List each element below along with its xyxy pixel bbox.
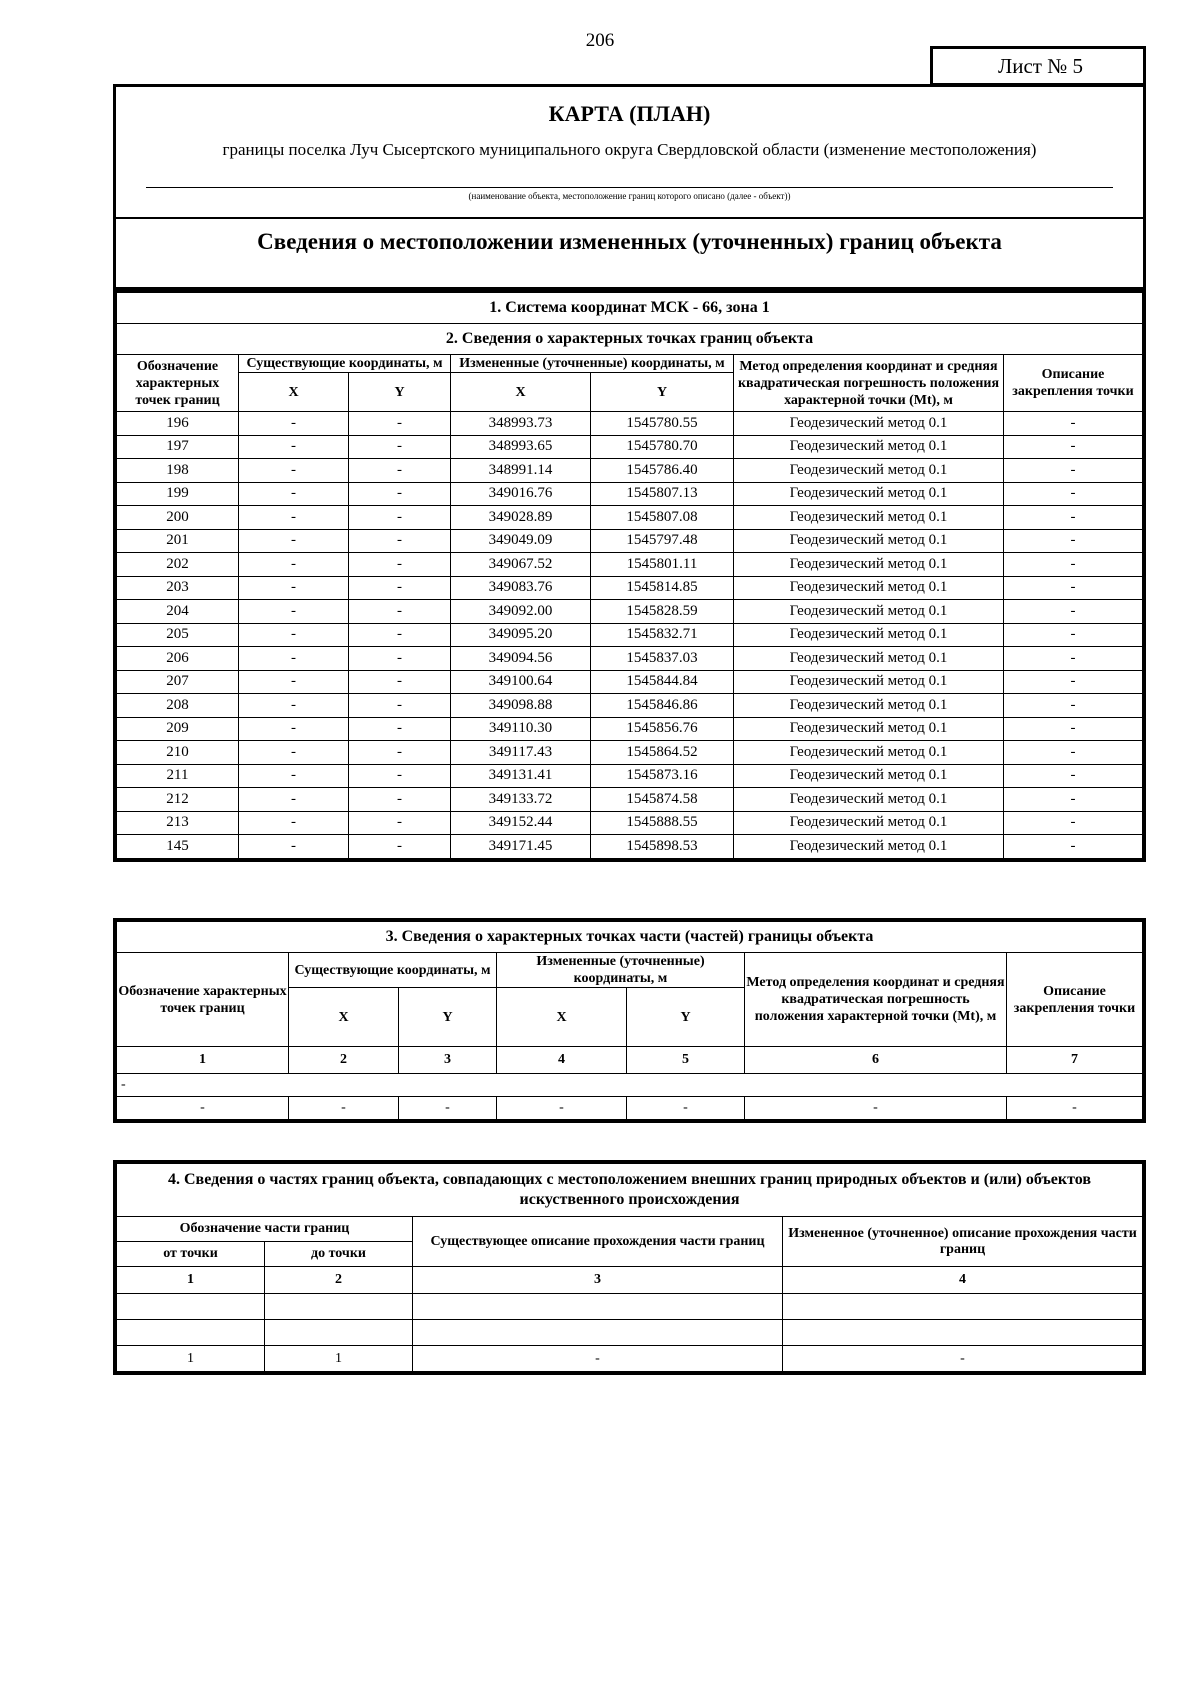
header-changed-x: X: [451, 373, 591, 412]
point-id: 211: [117, 764, 239, 788]
column-number: 2: [265, 1267, 413, 1294]
method: Геодезический метод 0.1: [734, 694, 1004, 718]
changed-y: 1545888.55: [591, 811, 734, 835]
changed-x: 349152.44: [451, 811, 591, 835]
header-changed-x: X: [497, 988, 627, 1047]
object-description: границы поселка Луч Сысертского муниципального округа Свердловской области (изменение местоположения): [222, 140, 1037, 159]
description: -: [1004, 788, 1143, 812]
description: -: [1004, 835, 1143, 859]
header-existing-y: Y: [399, 988, 497, 1047]
header-existing-y: Y: [349, 373, 451, 412]
column-number: 4: [783, 1267, 1143, 1294]
method: Геодезический метод 0.1: [734, 623, 1004, 647]
table-row: [117, 600, 1143, 624]
column-number: 1: [117, 1047, 289, 1074]
table-row: [117, 835, 1143, 859]
point-id: 203: [117, 576, 239, 600]
header-to-point: до точки: [265, 1242, 413, 1267]
column-number: 2: [289, 1047, 399, 1074]
note-row: -: [117, 1074, 1143, 1097]
changed-x: 349016.76: [451, 482, 591, 506]
point-id: 204: [117, 600, 239, 624]
changed-x: -: [497, 1097, 627, 1120]
method: Геодезический метод 0.1: [734, 506, 1004, 530]
existing-y: -: [349, 788, 451, 812]
existing-y: -: [349, 576, 451, 600]
point-id: 200: [117, 506, 239, 530]
divider: [116, 217, 1143, 219]
table-row: [117, 576, 1143, 600]
point-id: 196: [117, 412, 239, 436]
title-block: [113, 84, 1146, 290]
header-existing: Существующие координаты, м: [289, 953, 497, 988]
description: -: [1004, 764, 1143, 788]
column-number: 1: [117, 1267, 265, 1294]
empty-row: [117, 1294, 1143, 1320]
description: -: [1004, 623, 1143, 647]
point-id: -: [117, 1097, 289, 1120]
table-row: [117, 811, 1143, 835]
existing-x: -: [239, 647, 349, 671]
point-id: 209: [117, 717, 239, 741]
table-row: [117, 506, 1143, 530]
changed-y: 1545780.70: [591, 435, 734, 459]
changed-y: 1545786.40: [591, 459, 734, 483]
existing-y: -: [349, 811, 451, 835]
table-row: [117, 717, 1143, 741]
changed-x: 349067.52: [451, 553, 591, 577]
point-id: 205: [117, 623, 239, 647]
header-changed: Измененные (уточненные) координаты, м: [451, 355, 734, 373]
changed-y: 1545846.86: [591, 694, 734, 718]
table-row: [117, 670, 1143, 694]
method: Геодезический метод 0.1: [734, 435, 1004, 459]
header-changed-description: Измененное (уточненное) описание прохождения части границ: [783, 1217, 1143, 1267]
section-title: Сведения о местоположении измененных (уточненных) границ объекта: [257, 229, 1002, 254]
empty-row: [117, 1320, 1143, 1346]
to-point: 1: [265, 1346, 413, 1372]
existing-x: -: [239, 412, 349, 436]
method: Геодезический метод 0.1: [734, 529, 1004, 553]
point-id: 145: [117, 835, 239, 859]
header-point: Обозначение характерных точек границ: [117, 953, 289, 1047]
changed-y: 1545864.52: [591, 741, 734, 765]
existing-x: -: [239, 717, 349, 741]
description: -: [1004, 482, 1143, 506]
description: -: [1004, 694, 1143, 718]
table-row: [117, 741, 1143, 765]
changed-x: 349117.43: [451, 741, 591, 765]
point-id: 210: [117, 741, 239, 765]
existing-y: -: [349, 835, 451, 859]
description: -: [1004, 811, 1143, 835]
changed-y: 1545832.71: [591, 623, 734, 647]
existing-y: -: [349, 529, 451, 553]
header-changed-y: Y: [591, 373, 734, 412]
existing-x: -: [239, 811, 349, 835]
changed-x: 349095.20: [451, 623, 591, 647]
header-existing: Существующие координаты, м: [239, 355, 451, 373]
changed-description: -: [783, 1346, 1143, 1372]
point-id: 201: [117, 529, 239, 553]
boundary-parts-table: [113, 1160, 1146, 1375]
table-row: [117, 1097, 1143, 1120]
coordinate-system-caption: 1. Система координат МСК - 66, зона 1: [117, 293, 1143, 324]
existing-y: -: [349, 600, 451, 624]
description: -: [1004, 459, 1143, 483]
description: -: [1004, 412, 1143, 436]
table-row: [117, 764, 1143, 788]
method: Геодезический метод 0.1: [734, 576, 1004, 600]
changed-y: 1545856.76: [591, 717, 734, 741]
method: Геодезический метод 0.1: [734, 764, 1004, 788]
existing-x: -: [239, 553, 349, 577]
existing-y: -: [349, 647, 451, 671]
coordinates-rows: [117, 412, 1143, 859]
existing-x: -: [239, 482, 349, 506]
table-row: [117, 553, 1143, 577]
existing-y: -: [349, 764, 451, 788]
header-existing-x: X: [239, 373, 349, 412]
column-number: 7: [1007, 1047, 1143, 1074]
description: -: [1004, 647, 1143, 671]
method: Геодезический метод 0.1: [734, 412, 1004, 436]
existing-y: -: [349, 412, 451, 436]
header-method: Метод определения координат и средняя квадратическая погрешность положения характерной точки (Mt), м: [745, 953, 1007, 1047]
underline: [146, 187, 1113, 188]
parts-table: [113, 918, 1146, 1123]
table-row: [117, 1346, 1143, 1372]
existing-y: -: [399, 1097, 497, 1120]
changed-y: 1545780.55: [591, 412, 734, 436]
header-method: Метод определения координат и средняя квадратическая погрешность положения характерной точки (Mt), м: [734, 355, 1004, 412]
existing-y: -: [349, 482, 451, 506]
coordinates-table: [113, 290, 1146, 862]
point-id: 202: [117, 553, 239, 577]
table-row: [117, 412, 1143, 436]
header-existing-description: Существующее описание прохождения части границ: [413, 1217, 783, 1267]
description: -: [1004, 670, 1143, 694]
existing-x: -: [239, 459, 349, 483]
changed-y: 1545807.08: [591, 506, 734, 530]
method: Геодезический метод 0.1: [734, 811, 1004, 835]
column-numbers: [117, 1267, 1143, 1294]
boundary-caption: 4. Сведения о частях границ объекта, совпадающих с местоположением внешних границ природных объектов и (или) объектов искуственного происхождения: [117, 1164, 1143, 1217]
existing-x: -: [239, 435, 349, 459]
changed-y: 1545873.16: [591, 764, 734, 788]
existing-x: -: [239, 623, 349, 647]
existing-x: -: [239, 788, 349, 812]
existing-x: -: [289, 1097, 399, 1120]
existing-y: -: [349, 553, 451, 577]
point-id: 206: [117, 647, 239, 671]
existing-y: -: [349, 506, 451, 530]
table-row: [117, 647, 1143, 671]
changed-y: -: [627, 1097, 745, 1120]
method: -: [745, 1097, 1007, 1120]
point-id: 207: [117, 670, 239, 694]
changed-y: 1545844.84: [591, 670, 734, 694]
existing-y: -: [349, 459, 451, 483]
changed-x: 349083.76: [451, 576, 591, 600]
description: -: [1004, 435, 1143, 459]
changed-x: 349049.09: [451, 529, 591, 553]
existing-y: -: [349, 717, 451, 741]
method: Геодезический метод 0.1: [734, 482, 1004, 506]
method: Геодезический метод 0.1: [734, 835, 1004, 859]
description: -: [1004, 576, 1143, 600]
header-changed: Измененные (уточненные) координаты, м: [497, 953, 745, 988]
table-row: [117, 529, 1143, 553]
method: Геодезический метод 0.1: [734, 788, 1004, 812]
header-description: Описание закрепления точки: [1004, 355, 1143, 412]
changed-y: 1545874.58: [591, 788, 734, 812]
column-number: 3: [413, 1267, 783, 1294]
table-row: [117, 435, 1143, 459]
description: -: [1004, 600, 1143, 624]
table-row: [117, 788, 1143, 812]
changed-x: 349171.45: [451, 835, 591, 859]
changed-x: 349110.30: [451, 717, 591, 741]
method: Геодезический метод 0.1: [734, 600, 1004, 624]
point-id: 213: [117, 811, 239, 835]
header-from-point: от точки: [117, 1242, 265, 1267]
existing-y: -: [349, 435, 451, 459]
column-number: 6: [745, 1047, 1007, 1074]
changed-x: 349028.89: [451, 506, 591, 530]
table-row: [117, 482, 1143, 506]
from-point: 1: [117, 1346, 265, 1372]
existing-x: -: [239, 670, 349, 694]
table-row: [117, 623, 1143, 647]
changed-y: 1545797.48: [591, 529, 734, 553]
column-number: 4: [497, 1047, 627, 1074]
method: Геодезический метод 0.1: [734, 459, 1004, 483]
changed-y: 1545807.13: [591, 482, 734, 506]
table-row: [117, 459, 1143, 483]
changed-x: 349133.72: [451, 788, 591, 812]
changed-x: 349098.88: [451, 694, 591, 718]
point-id: 199: [117, 482, 239, 506]
existing-x: -: [239, 764, 349, 788]
description: -: [1004, 741, 1143, 765]
column-numbers: [117, 1047, 1143, 1074]
changed-y: 1545898.53: [591, 835, 734, 859]
existing-x: -: [239, 694, 349, 718]
object-note: (наименование объекта, местоположение границ которого описано (далее - объект)): [468, 191, 791, 201]
existing-y: -: [349, 623, 451, 647]
changed-x: 349094.56: [451, 647, 591, 671]
method: Геодезический метод 0.1: [734, 647, 1004, 671]
header-existing-x: X: [289, 988, 399, 1047]
page-number: 206: [585, 30, 615, 51]
points-caption: 2. Сведения о характерных точках границ объекта: [117, 324, 1143, 355]
existing-x: -: [239, 741, 349, 765]
existing-description: -: [413, 1346, 783, 1372]
description: -: [1004, 529, 1143, 553]
parts-caption: 3. Сведения о характерных точках части (частей) границы объекта: [117, 922, 1143, 953]
header-changed-y: Y: [627, 988, 745, 1047]
changed-x: 348993.73: [451, 412, 591, 436]
existing-y: -: [349, 694, 451, 718]
point-id: 208: [117, 694, 239, 718]
document-title: КАРТА (ПЛАН): [548, 101, 711, 126]
changed-y: 1545801.11: [591, 553, 734, 577]
column-number: 5: [627, 1047, 745, 1074]
changed-x: 349100.64: [451, 670, 591, 694]
method: Геодезический метод 0.1: [734, 741, 1004, 765]
description: -: [1004, 717, 1143, 741]
point-id: 197: [117, 435, 239, 459]
changed-y: 1545837.03: [591, 647, 734, 671]
existing-y: -: [349, 670, 451, 694]
existing-y: -: [349, 741, 451, 765]
table-row: [117, 694, 1143, 718]
column-number: 3: [399, 1047, 497, 1074]
header-point: Обозначение характерных точек границ: [117, 355, 239, 412]
method: Геодезический метод 0.1: [734, 670, 1004, 694]
existing-x: -: [239, 576, 349, 600]
description: -: [1004, 506, 1143, 530]
existing-x: -: [239, 529, 349, 553]
changed-y: 1545814.85: [591, 576, 734, 600]
existing-x: -: [239, 506, 349, 530]
method: Геодезический метод 0.1: [734, 717, 1004, 741]
method: Геодезический метод 0.1: [734, 553, 1004, 577]
changed-x: 349131.41: [451, 764, 591, 788]
existing-x: -: [239, 600, 349, 624]
changed-x: 348993.65: [451, 435, 591, 459]
header-description: Описание закрепления точки: [1007, 953, 1143, 1047]
description: -: [1007, 1097, 1143, 1120]
existing-x: -: [239, 835, 349, 859]
changed-x: 348991.14: [451, 459, 591, 483]
changed-y: 1545828.59: [591, 600, 734, 624]
point-id: 212: [117, 788, 239, 812]
header-part: Обозначение части границ: [117, 1217, 413, 1242]
point-id: 198: [117, 459, 239, 483]
description: -: [1004, 553, 1143, 577]
sheet-label: Лист № 5: [930, 46, 1146, 86]
changed-x: 349092.00: [451, 600, 591, 624]
